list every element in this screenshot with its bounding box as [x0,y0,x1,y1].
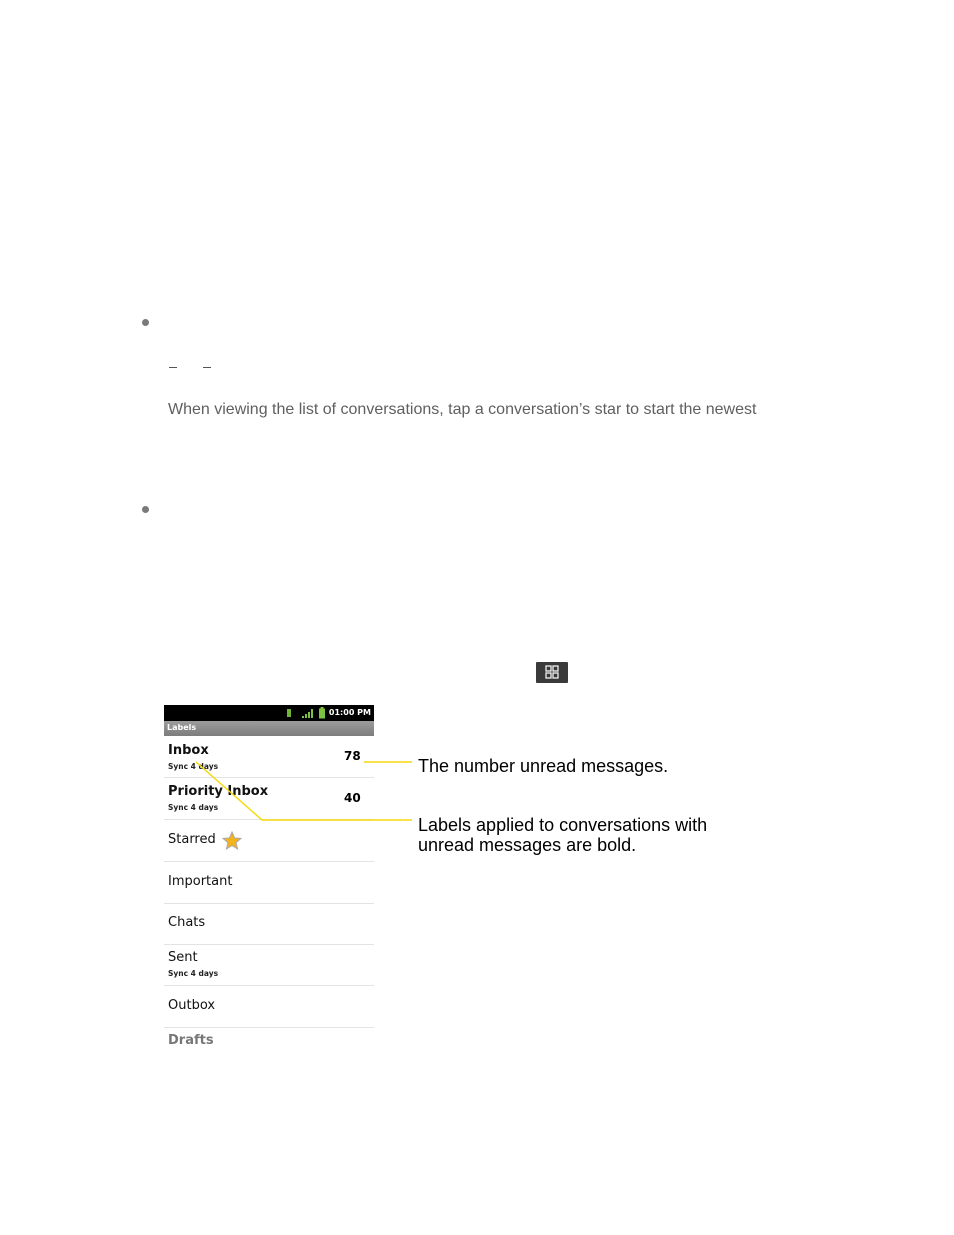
menu-grid-icon [536,662,568,683]
label-name: Important [168,874,233,889]
label-name: Inbox [168,743,209,758]
annotation-unread-count: The number unread messages. [418,756,669,776]
label-sync: Sync 4 days [168,762,219,771]
dash-mark [169,367,177,368]
label-name: Chats [168,915,206,930]
label-name: Sent [168,950,198,965]
label-row-inbox[interactable] [164,736,374,778]
annotation-bold-labels-line2: unread messages are bold. [418,835,637,855]
labels-title: Labels [167,723,197,732]
label-row-priority-inbox[interactable] [164,778,374,820]
label-sync: Sync 4 days [168,803,219,812]
bullet-point [142,319,149,326]
unread-count: 78 [344,749,361,763]
labels-screen [164,705,374,1045]
labels-header [164,721,374,736]
dash-mark [203,367,211,368]
label-name: Outbox [168,998,216,1013]
unread-count: 40 [344,791,361,805]
star-icon [222,831,242,850]
label-row-chats[interactable] [164,903,374,945]
instruction-paragraph: When viewing the list of conversations, tap a conversation’s star to start the newest [168,401,757,418]
label-name: Starred [168,832,216,847]
label-row-drafts[interactable] [164,1027,374,1045]
bullet-point [142,506,149,513]
signal-icon [302,708,314,718]
annotation-bold-labels-line1: Labels applied to conversations with [418,815,708,835]
status-time: 01:00 PM [328,708,371,717]
usb-icon [285,708,293,718]
label-sync: Sync 4 days [168,969,219,978]
label-name: Priority Inbox [168,784,269,799]
label-row-outbox[interactable] [164,986,374,1028]
label-name: Drafts [168,1033,214,1045]
label-row-sent[interactable] [164,944,374,986]
label-row-important[interactable] [164,862,374,904]
label-row-starred[interactable] [164,820,374,862]
status-bar [164,705,374,721]
battery-icon [319,707,325,719]
